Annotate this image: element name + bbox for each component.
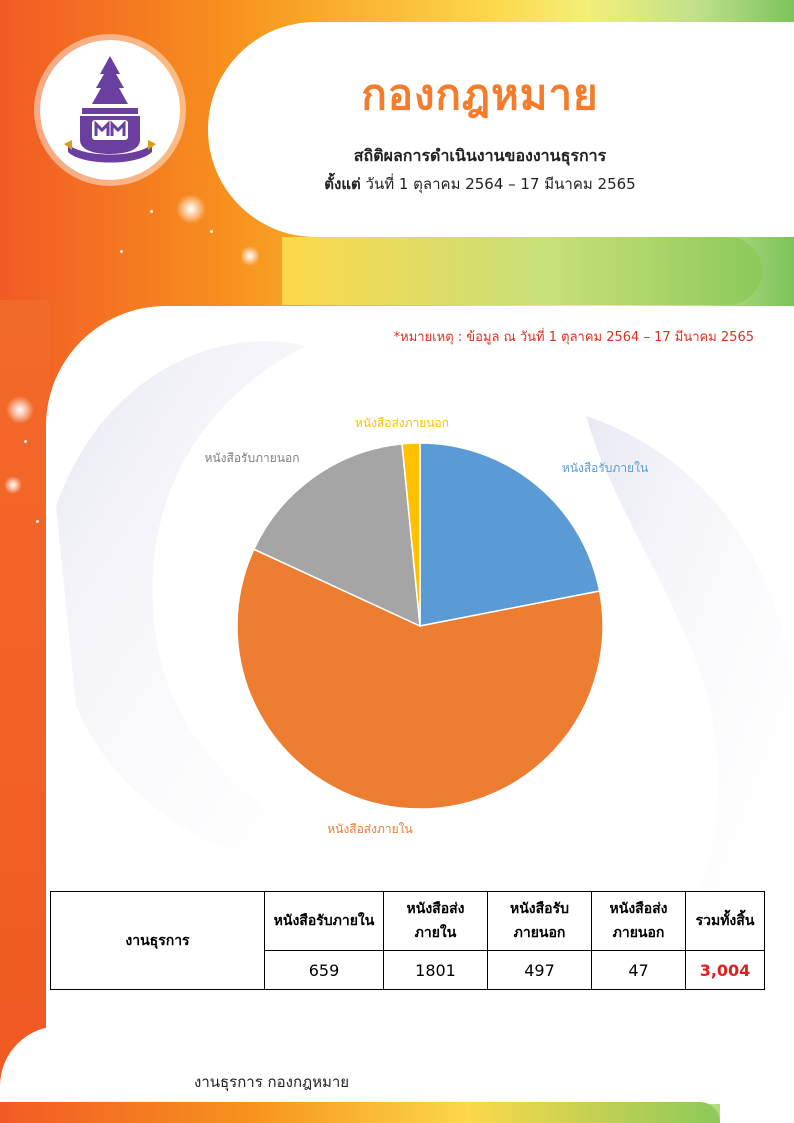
table-cell-value: 497 xyxy=(488,951,592,990)
sparkle-dot xyxy=(36,520,39,523)
university-seal-icon xyxy=(62,54,158,166)
pie-slice-label: หนังสือส่งภายนอก xyxy=(354,416,450,430)
table-header-line: หนังสือส่ง xyxy=(609,901,668,917)
table-cell-total: 3,004 xyxy=(686,951,765,990)
table-header-line: รวมทั้งสิ้น xyxy=(695,913,755,929)
sparkle xyxy=(4,476,22,494)
table-header-total xyxy=(686,892,765,951)
table-header-line: ภายใน xyxy=(414,925,457,941)
table-header-line: หนังสือรับภายใน xyxy=(273,913,375,929)
table-header-internal-received xyxy=(265,892,384,951)
table-header-line: ภายนอก xyxy=(513,925,566,941)
bottom-corner xyxy=(720,1102,794,1123)
sparkle-dot xyxy=(24,440,27,443)
table-row-label: งานธุรการ xyxy=(51,892,265,990)
date-prefix: ตั้งแต่ xyxy=(324,175,361,193)
sparkle xyxy=(6,396,34,424)
data-note: *หมายเหตุ : ข้อมูล ณ วันที่ 1 ตุลาคม 2564 – 17 มีนาคม 2565 xyxy=(393,330,754,345)
statistics-table xyxy=(50,891,765,990)
report-subtitle: สถิติผลการดำเนินงานของงานธุรการ xyxy=(353,146,607,165)
table-cell-value: 659 xyxy=(265,951,384,990)
bottom-accent-bar xyxy=(0,1102,720,1123)
pie-slice-label: หนังสือรับภายใน xyxy=(561,461,649,475)
table-header-internal-sent xyxy=(384,892,488,951)
footer-panel xyxy=(0,1026,794,1104)
sparkle-dot xyxy=(150,210,153,213)
sparkle xyxy=(176,194,206,224)
sparkle-dot xyxy=(210,230,213,233)
pie-slice-label: หนังสือส่งภายใน xyxy=(327,822,413,836)
date-range xyxy=(290,172,670,196)
table-header-line: หนังสือส่ง xyxy=(406,901,465,917)
header-pill xyxy=(208,22,794,237)
sparkle xyxy=(240,246,260,266)
table-cell-value: 1801 xyxy=(384,951,488,990)
table-header-line: ภายนอก xyxy=(612,925,665,941)
date-range-text: วันที่ 1 ตุลาคม 2564 – 17 มีนาคม 2565 xyxy=(360,175,636,193)
footer-text: งานธุรการ กองกฎหมาย xyxy=(194,1073,350,1091)
table-header-line: หนังสือรับ xyxy=(510,901,569,917)
header-accent-bar xyxy=(282,237,762,305)
department-title: กองกฎหมาย xyxy=(361,70,599,119)
pie-chart xyxy=(180,400,680,850)
table-cell-value: 47 xyxy=(592,951,686,990)
pie-slice-label: หนังสือรับภายนอก xyxy=(204,451,300,465)
table-header-external-received xyxy=(488,892,592,951)
sparkle-dot xyxy=(120,250,123,253)
table-header-external-sent xyxy=(592,892,686,951)
